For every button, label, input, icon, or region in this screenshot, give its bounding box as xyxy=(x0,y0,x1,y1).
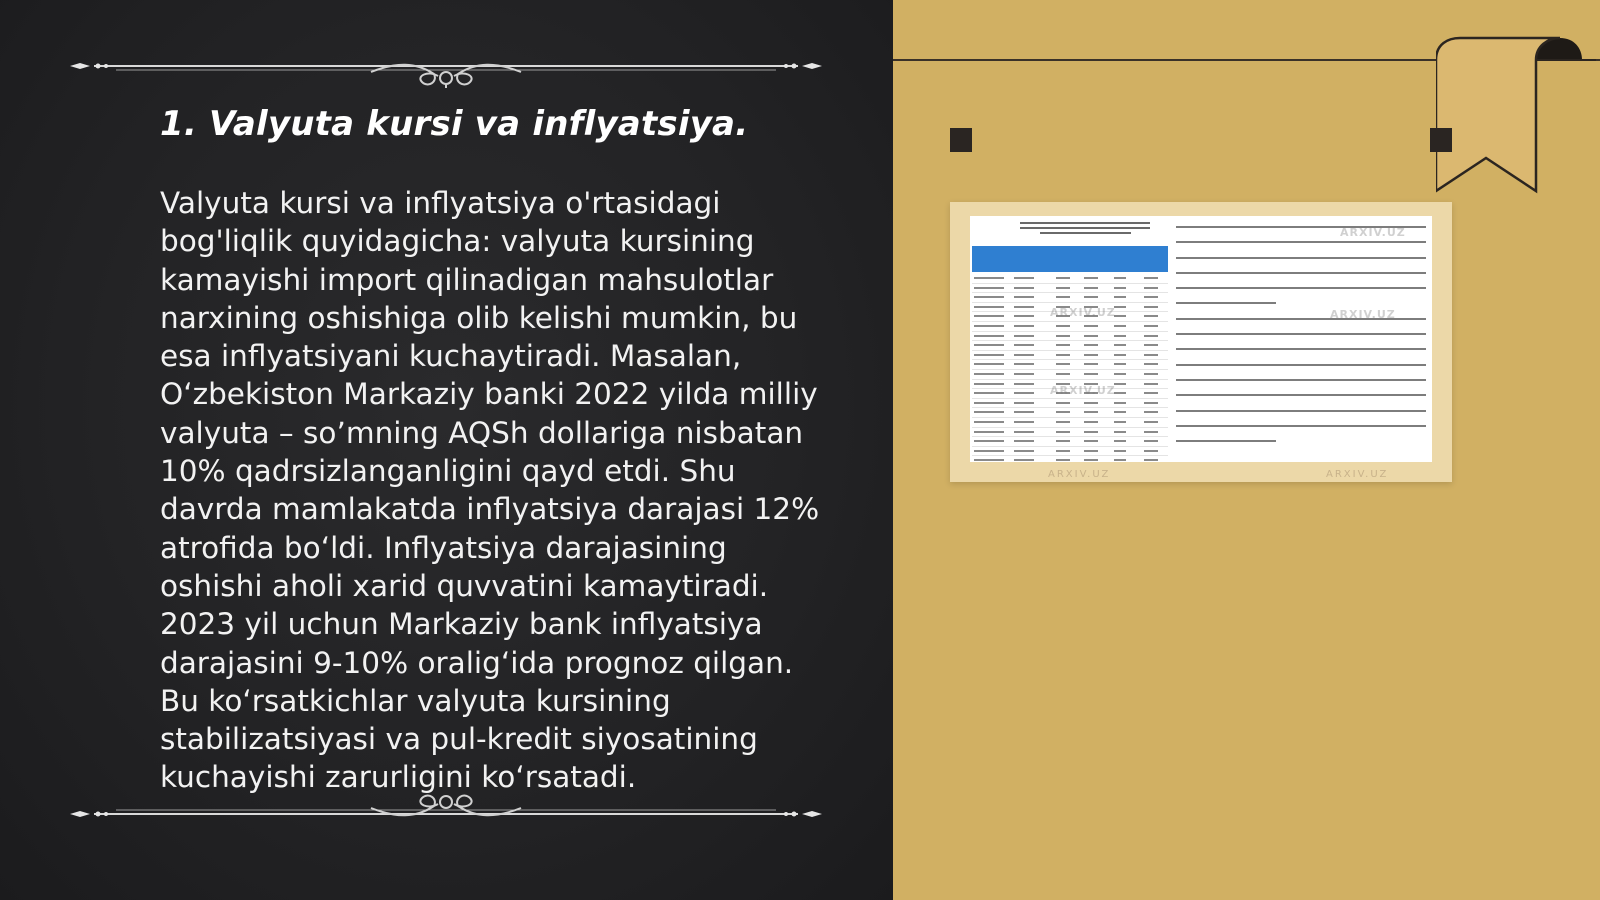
watermark: ARXIV.UZ xyxy=(1050,384,1116,397)
table-row xyxy=(972,341,1168,351)
document-text-line xyxy=(1176,379,1426,381)
table-row xyxy=(972,399,1168,409)
document-text-line xyxy=(1176,241,1426,243)
table-row xyxy=(972,418,1168,428)
table-caption xyxy=(1020,222,1150,234)
watermark-bottom: ARXIV.UZ xyxy=(1048,469,1111,480)
table-header-bar xyxy=(972,246,1168,272)
slide-title: 1. Valyuta kursi va inflyatsiya. xyxy=(160,104,749,144)
watermark-bottom: ARXIV.UZ xyxy=(1326,469,1389,480)
document-scan-image xyxy=(950,202,1452,482)
top-ornament-divider xyxy=(66,48,826,88)
document-text-line xyxy=(1176,333,1426,335)
table-row xyxy=(972,456,1168,462)
table-rows xyxy=(972,274,1168,462)
table-row xyxy=(972,351,1168,361)
table-row xyxy=(972,360,1168,370)
image-clip xyxy=(950,128,972,152)
slide-body-text: Valyuta kursi va inflyatsiya o'rtasidagi bog'liqlik quyidagicha: valyuta kursining kamayishi import qilinadigan mahsulotlar narxining oshishiga olib kelishi mumkin, bu esa inflyatsiyani kuchaytiradi. Masalan, O‘zbekiston Markaziy banki 2022 yilda milliy valyuta – so’mning AQSh dollariga nisbatan 10% qadrsizlanganligini qayd etdi. Shu davrda mamlakatda inflyatsiya darajasi 12% atrofida bo‘ldi. Inflyatsiya darajasining oshishi aholi xarid quvvatini kamaytiradi. 2023 yil uchun Markaziy bank inflyatsiya darajasini 9-10% oralig‘ida prognoz qilgan. Bu ko‘rsatkichlar valyuta kursining stabilizatsiyasi va pul-kredit siyosatining kuchayishi zarurligini ko‘rsatadi. xyxy=(160,186,820,795)
image-clip xyxy=(1430,128,1452,152)
document-text-line xyxy=(1176,410,1426,412)
document-text-line xyxy=(1176,272,1426,274)
table-row xyxy=(972,274,1168,284)
table-row xyxy=(972,322,1168,332)
document-text-line xyxy=(1176,364,1426,366)
table-row xyxy=(972,408,1168,418)
table-row xyxy=(972,428,1168,438)
document-text-line xyxy=(1176,425,1426,427)
table-row xyxy=(972,447,1168,457)
document-text-line xyxy=(1176,440,1276,442)
document-text-line xyxy=(1176,257,1426,259)
watermark: ARXIV.UZ xyxy=(1050,306,1116,319)
table-row xyxy=(972,437,1168,447)
bottom-ornament-divider xyxy=(66,790,826,830)
document-text-column xyxy=(1176,226,1426,455)
watermark: ARXIV.UZ xyxy=(1330,308,1396,321)
document-text-line xyxy=(1176,348,1426,350)
table-row xyxy=(972,332,1168,342)
document-text-line xyxy=(1176,287,1426,289)
bookmark-ribbon-icon xyxy=(1436,36,1596,198)
document-text-line xyxy=(1176,394,1426,396)
document-page xyxy=(970,216,1432,462)
watermark: ARXIV.UZ xyxy=(1340,226,1406,239)
document-text-line xyxy=(1176,302,1276,304)
table-row xyxy=(972,293,1168,303)
table-row xyxy=(972,284,1168,294)
table-row xyxy=(972,370,1168,380)
